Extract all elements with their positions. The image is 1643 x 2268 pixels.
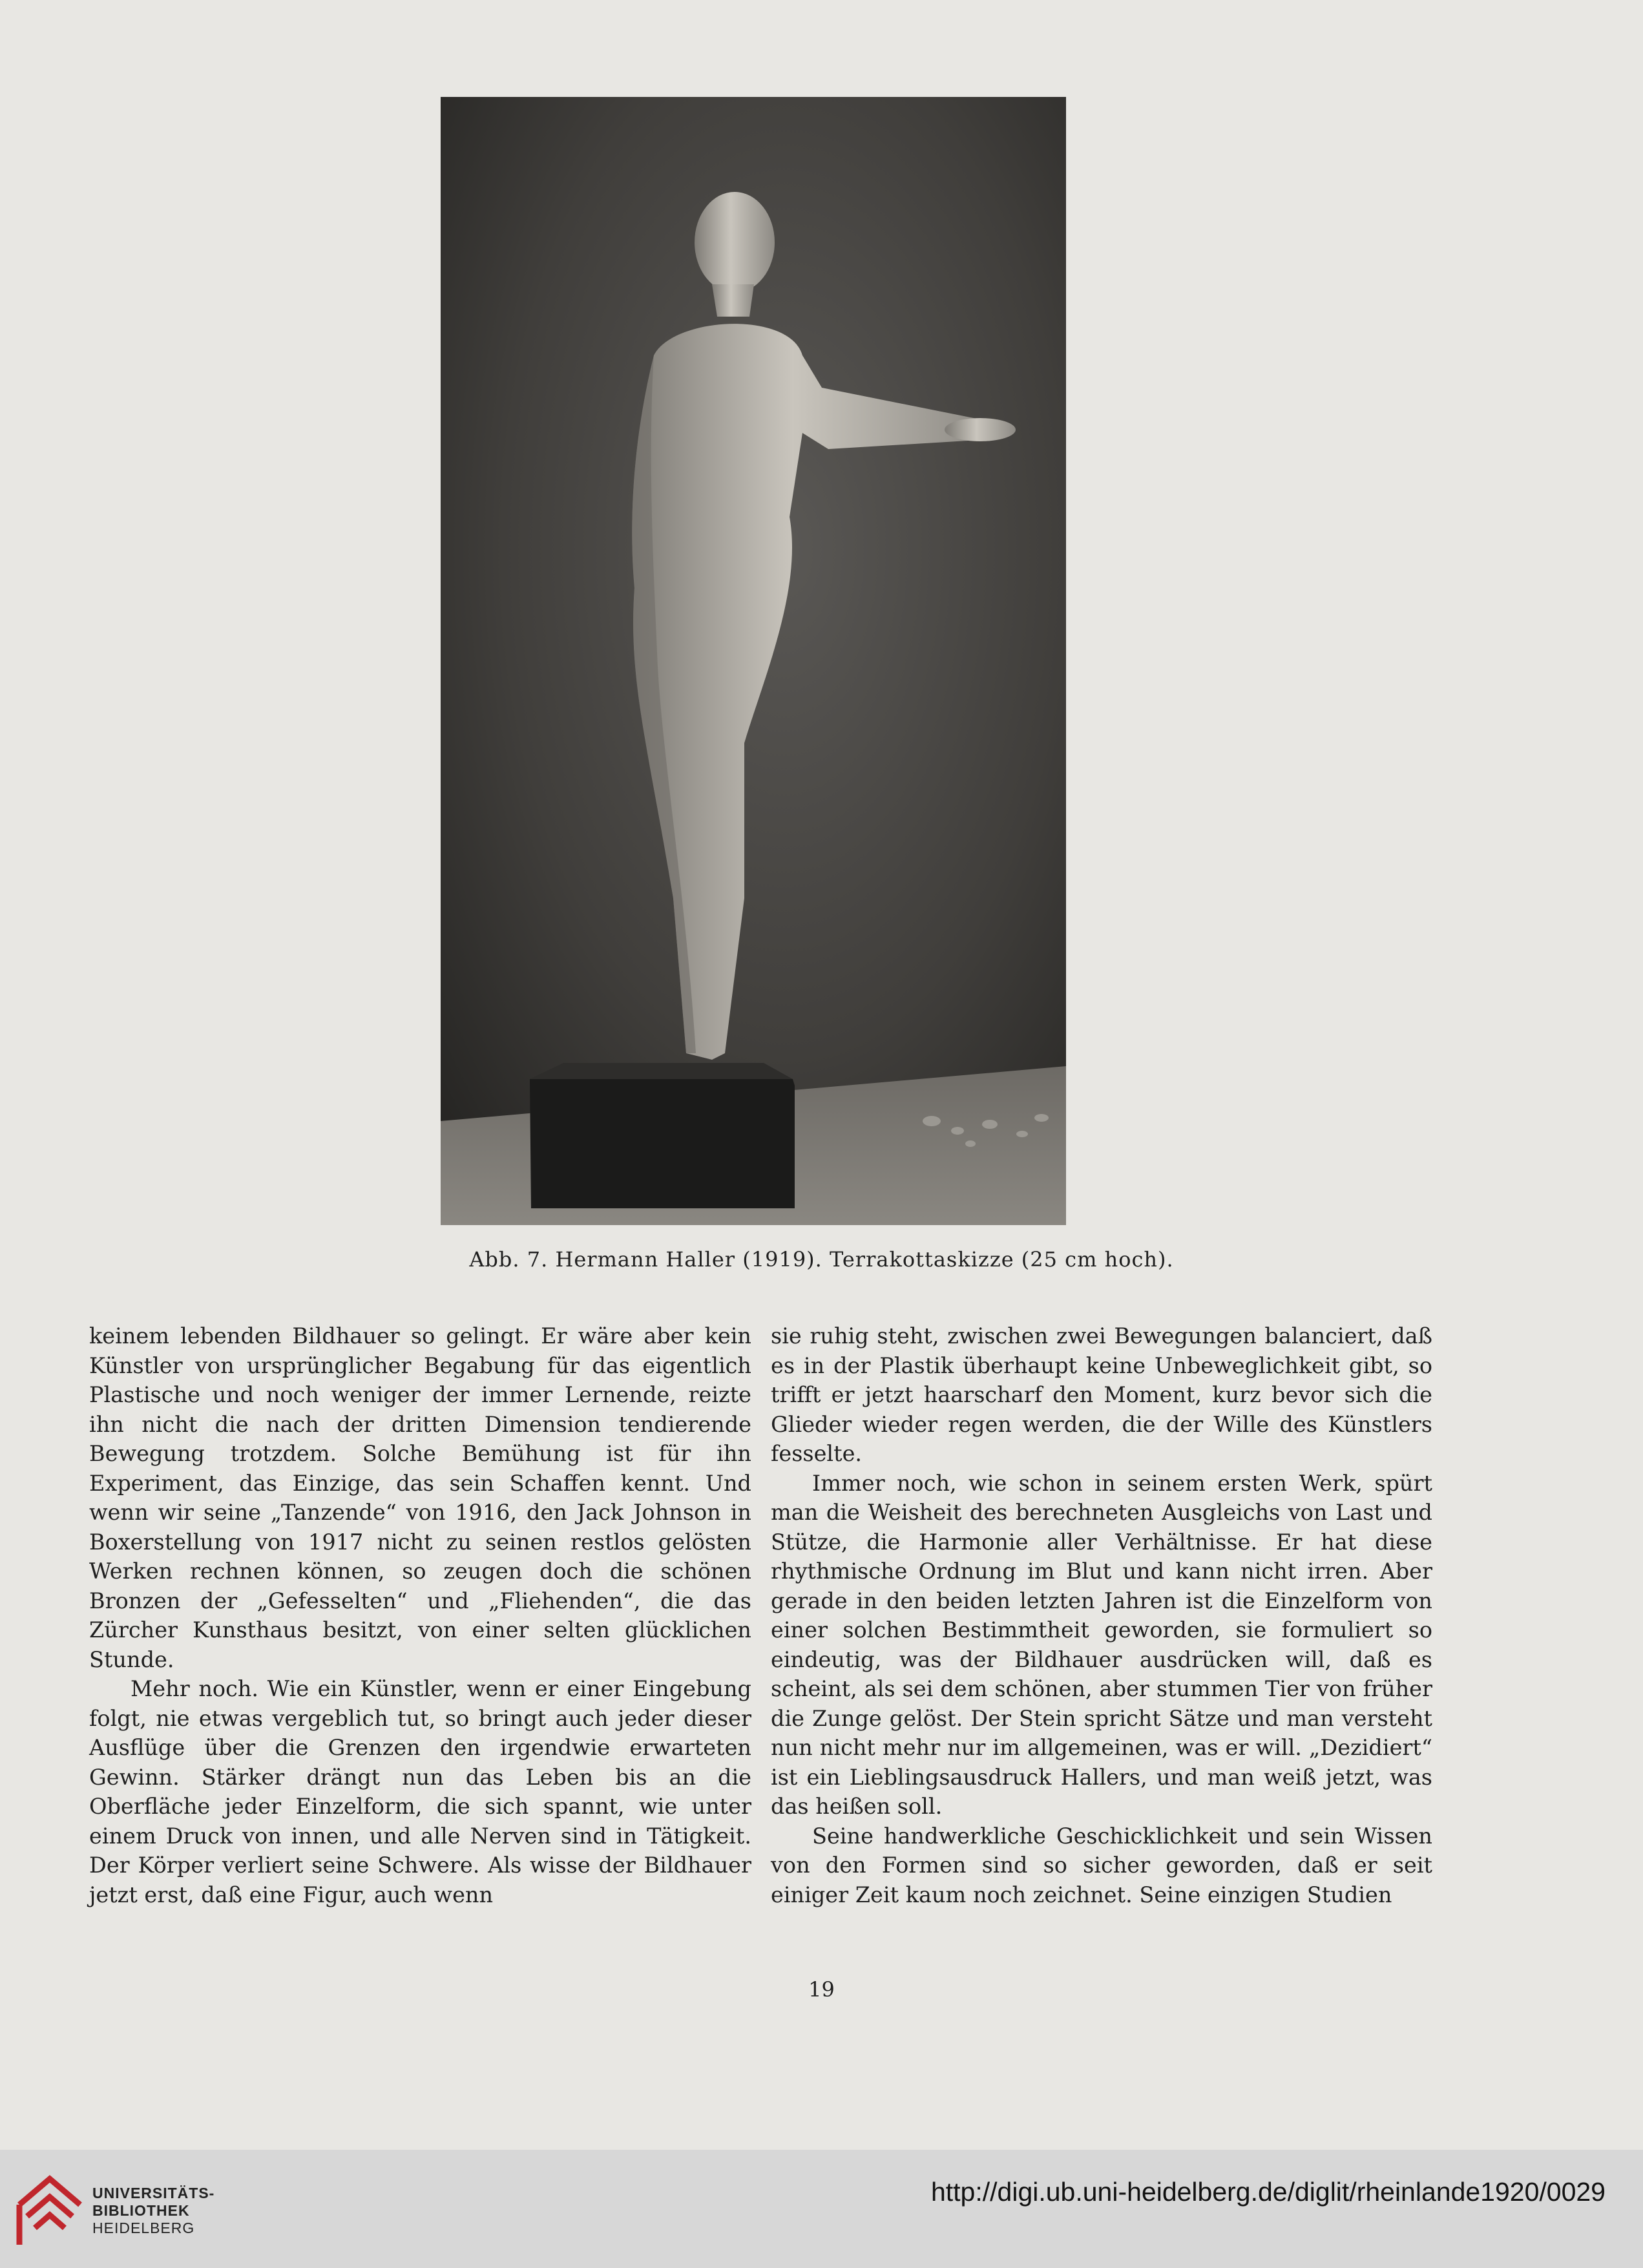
- text-column-right: [771, 1321, 1432, 1909]
- paragraph: sie ruhig steht, zwischen zwei Bewegungen balanciert, daß es in der Plastik überhaupt keine Unbeweglichkeit gibt, so trifft er jetzt haarscharf den Moment, kurz bevor sich die Glieder wieder regen werden, die der Wille des Künstlers fesselte.: [771, 1323, 1432, 1466]
- library-name-line: BIBLIOTHEK: [92, 2202, 190, 2219]
- text-column-left: [89, 1321, 751, 1909]
- figure-caption: Abb. 7. Hermann Haller (1919). Terrakottaskizze (25 cm hoch).: [469, 1247, 1174, 1272]
- library-name-line: UNIVERSITÄTS-: [92, 2185, 215, 2201]
- paragraph: Seine handwerkliche Geschicklichkeit und sein Wissen von den Formen sind so sicher geworden, daß er seit einiger Zeit kaum noch zeichnet. Seine einzigen Studien: [771, 1823, 1432, 1907]
- paragraph: Immer noch, wie schon in seinem ersten Werk, spürt man die Weisheit des berechneten Ausgleichs von Last und Stütze, die Harmonie aller Verhältnisse. Er hat diese rhythmische Ordnung im Blut und kann nicht irren. Aber gerade in den beiden letzten Jahren ist die Einzelform von einer solchen Bestimmtheit geworden, sie formuliert so eindeutig, was der Bildhauer ausdrücken will, daß es scheint, als sei dem schönen, aber stummen Tier von früher die Zunge gelöst. Der Stein spricht Sätze und man versteht nun nicht mehr nur im allgemeinen, was er will. „Dezidiert“ ist ein Lieblingsausdruck Hallers, und man weiß jetzt, was das heißen soll.: [771, 1470, 1432, 1819]
- university-library-logo-icon: [14, 2166, 85, 2250]
- sculpture-photograph: [441, 97, 1066, 1225]
- page-number: 19: [808, 1977, 835, 2002]
- library-name-line: HEIDELBERG: [92, 2220, 195, 2236]
- digital-library-url-link[interactable]: http://digi.ub.uni-heidelberg.de/diglit/rheinlande1920/0029: [930, 2177, 1606, 2207]
- paragraph: keinem lebenden Bildhauer so gelingt. Er wäre aber kein Künstler von ursprünglicher Begabung für das eigentlich Plastische und noch weniger der immer Lernende, reizte ihn nicht die nach der dritten Dimension tendierende Bewegung trotzdem. Solche Bemühung ist für ihn Experiment, das Einzige, das sein Schaffen kennt. Und wenn wir seine „Tanzende“ von 1916, den Jack Johnson in Boxerstellung von 1917 nicht zu seinen restlos gelösten Werken rechnen können, so zeugen doch die schönen Bronzen der „Gefesselten“ und „Fliehenden“, die das Zürcher Kunsthaus besitzt, von einer selten glücklichen Stunde.: [89, 1323, 751, 1672]
- footer-bar: [0, 2150, 1643, 2268]
- paragraph: Mehr noch. Wie ein Künstler, wenn er einer Eingebung folgt, nie etwas vergeblich tut, so bringt auch jeder dieser Ausflüge über die Grenzen den irgendwie erwarteten Gewinn. Stärker drängt nun das Leben bis an die Oberfläche jeder Einzelform, die sich spannt, wie unter einem Druck von innen, und alle Nerven sind in Tätigkeit. Der Körper verliert seine Schwere. Als wisse der Bildhauer jetzt erst, daß eine Figur, auch wenn: [89, 1676, 751, 1907]
- library-name: [92, 2185, 215, 2237]
- sculpture-photo-image: [441, 97, 1066, 1225]
